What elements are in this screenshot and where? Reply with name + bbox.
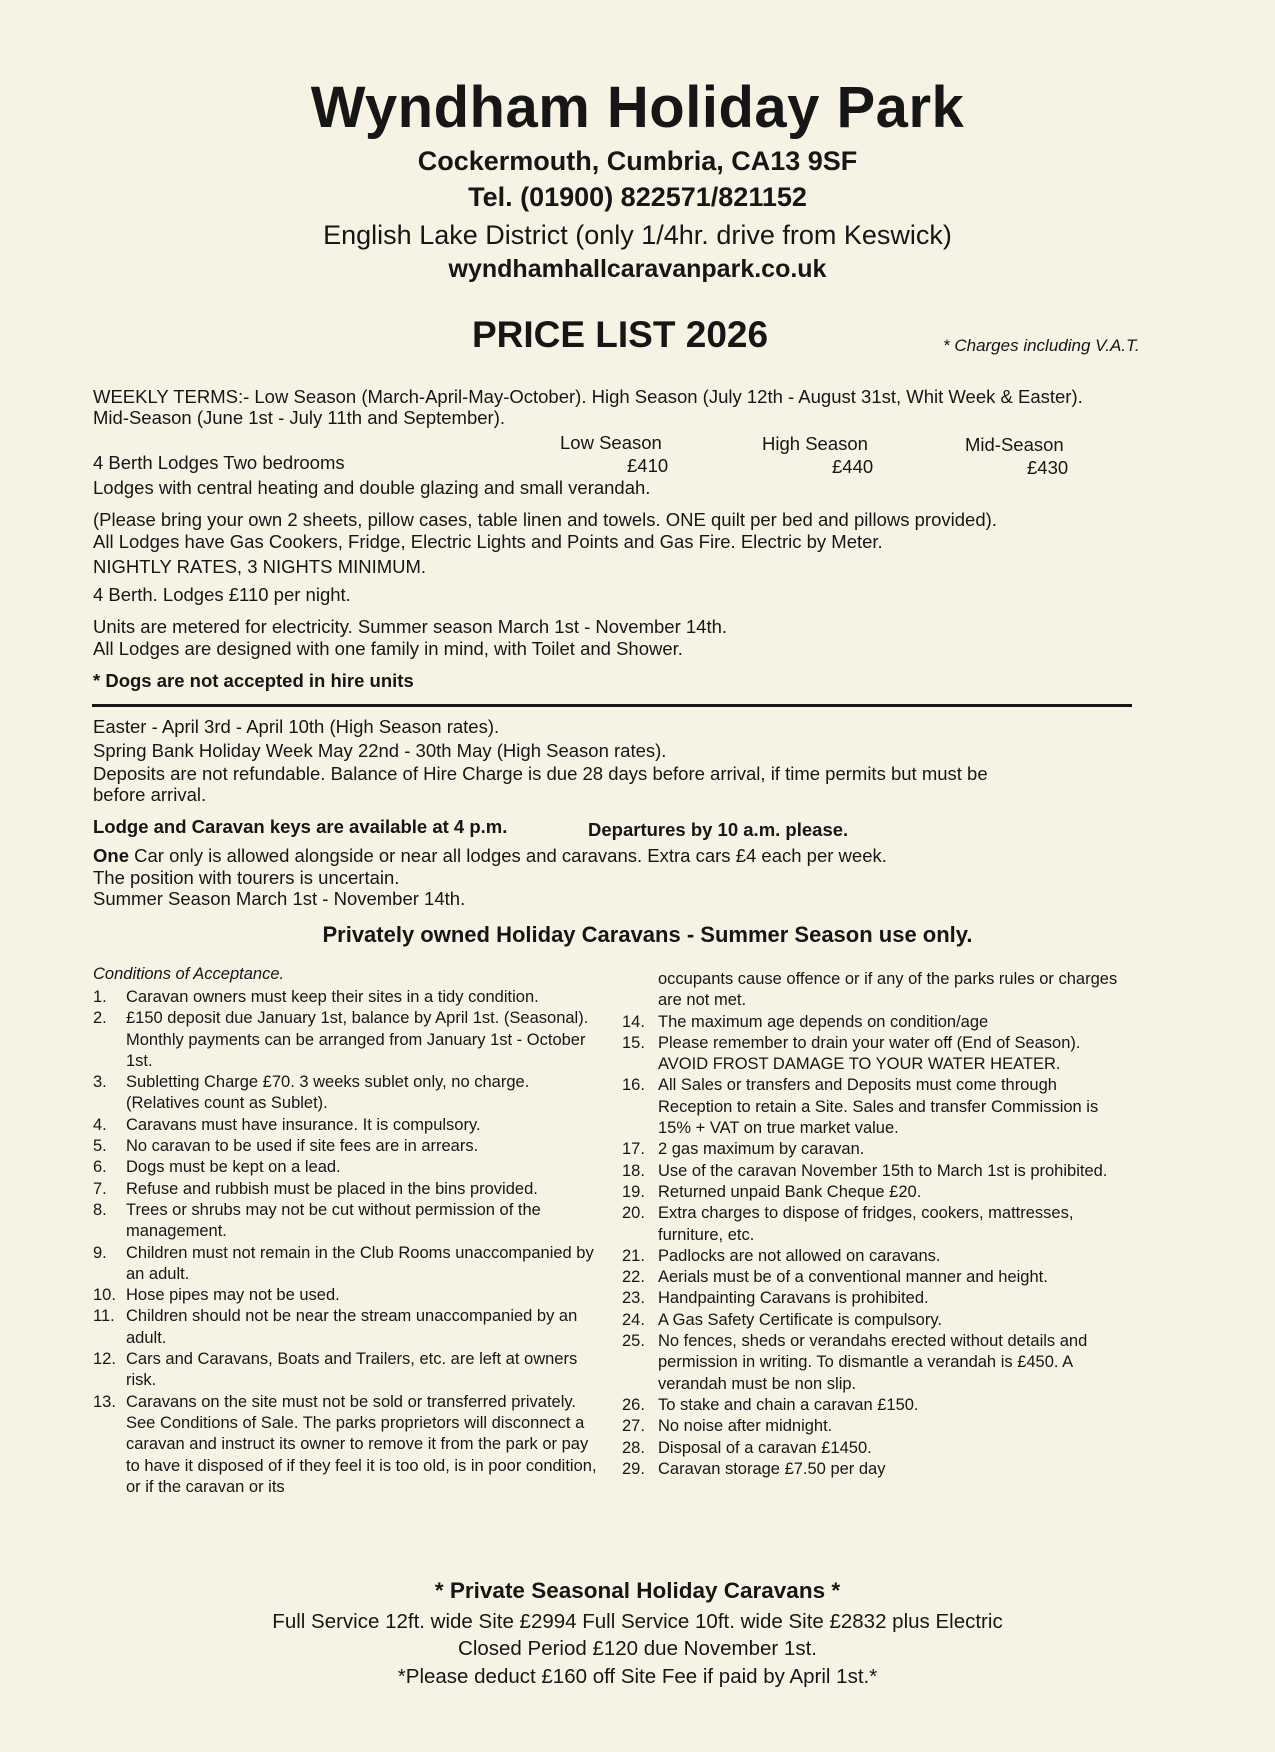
- rule-item: [93, 1008, 598, 1072]
- car-note: [93, 845, 887, 866]
- rule-number: 2.: [93, 1009, 107, 1028]
- rule-number: 29.: [622, 1459, 645, 1478]
- summer-season-note: Summer Season March 1st - November 14th.: [93, 888, 466, 909]
- seasonal-heading: * Private Seasonal Holiday Caravans *: [434, 1578, 841, 1603]
- nightly-rates-heading: NIGHTLY RATES, 3 NIGHTS MINIMUM.: [93, 556, 427, 577]
- rule-item: [93, 1285, 598, 1306]
- rule-number: 14.: [622, 1012, 645, 1031]
- rule-text: A Gas Safety Certificate is compulsory.: [658, 1310, 942, 1329]
- park-address: Cockermouth, Cumbria, CA13 9SF: [417, 146, 858, 176]
- col-mid-season: Mid-Season: [965, 434, 1064, 455]
- bring-note: (Please bring your own 2 sheets, pillow cases, table linen and towels. ONE quilt per bed and pillows provided).: [93, 509, 997, 530]
- rule-number: 6.: [93, 1158, 107, 1177]
- gas-note: All Lodges have Gas Cookers, Fridge, Electric Lights and Points and Gas Fire. Electric by Meter.: [93, 531, 883, 552]
- rule-number: 11.: [93, 1307, 115, 1326]
- departures-note: Departures by 10 a.m. please.: [588, 819, 849, 840]
- car-note-rest: Car only is allowed alongside or near all lodges and caravans. Extra cars £4 each per week.: [128, 845, 887, 866]
- rule-item: [93, 1349, 598, 1392]
- rule-item: [622, 1161, 1132, 1182]
- price-list-title: PRICE LIST 2026: [471, 314, 769, 355]
- price-mid: £430: [1027, 457, 1069, 478]
- rule-text: Trees or shrubs may not be cut without permission of the management.: [126, 1200, 541, 1241]
- car-note-bold: One: [93, 845, 129, 866]
- rule-number: 12.: [93, 1350, 116, 1369]
- rule-item: [93, 1392, 598, 1498]
- section-divider: [92, 704, 1132, 707]
- rule-text: No caravan to be used if site fees are in arrears.: [126, 1137, 479, 1156]
- rule-item: [622, 1033, 1132, 1076]
- park-telephone: Tel. (01900) 822571/821152: [468, 182, 807, 212]
- rule-number: 20.: [622, 1204, 645, 1223]
- rule-item: [622, 1459, 1132, 1480]
- park-location: English Lake District (only 1/4hr. drive from Keswick): [323, 220, 952, 250]
- rule-text: Please remember to drain your water off (End of Season). AVOID FROST DAMAGE TO YOUR WATER HEATER.: [658, 1033, 1081, 1074]
- weekly-terms-line1: WEEKLY TERMS:- Low Season (March-April-May-October). High Season (July 12th - August 31st, Whit Week & Easter).: [93, 386, 1083, 407]
- rule-number: 24.: [622, 1310, 645, 1329]
- rule-item: [93, 987, 598, 1008]
- rule-number: 13.: [93, 1392, 116, 1411]
- rule-number: 1.: [93, 988, 107, 1006]
- rule-item: [622, 1395, 1132, 1416]
- rule-text: Returned unpaid Bank Cheque £20.: [658, 1182, 922, 1201]
- nightly-rate: 4 Berth. Lodges £110 per night.: [93, 584, 351, 605]
- rule-number: 15.: [622, 1033, 645, 1052]
- rule-text: Extra charges to dispose of fridges, cookers, mattresses, furniture, etc.: [658, 1204, 1074, 1244]
- rule-number: 17.: [622, 1140, 645, 1159]
- easter-dates: Easter - April 3rd - April 10th (High Season rates).: [93, 716, 500, 737]
- rule-number: 23.: [622, 1289, 645, 1308]
- rule-text: Caravans must have insurance. It is compulsory.: [126, 1115, 481, 1134]
- rule-item: [622, 1246, 1132, 1267]
- rule-number: 5.: [93, 1137, 107, 1156]
- rule-item: [622, 1331, 1132, 1395]
- rule-text: Handpainting Caravans is prohibited.: [658, 1289, 929, 1308]
- rule-number: 21.: [622, 1246, 645, 1265]
- rule-item: [93, 1200, 598, 1243]
- price-high: £440: [832, 456, 874, 477]
- rule-13-continuation: occupants cause offence or if any of the parks rules or charges are not met.: [658, 970, 1118, 1010]
- rule-text: Caravans on the site must not be sold or transferred privately. See Conditions of Sale. The parks proprietors will disconnect a caravan and instruct its owner to remove it from the park or pay to have it disposed of if they feel it is too old, is in poor condition, or if the caravan or its: [126, 1392, 597, 1496]
- rule-number: 8.: [93, 1200, 107, 1219]
- rule-text: Children must not remain in the Club Rooms unaccompanied by an adult.: [126, 1243, 594, 1283]
- rule-text: 2 gas maximum by caravan.: [658, 1140, 865, 1159]
- rule-number: 25.: [622, 1332, 645, 1351]
- rule-item: [622, 1012, 1132, 1033]
- rule-number: 3.: [93, 1073, 107, 1092]
- rule-text: Cars and Caravans, Boats and Trailers, etc. are left at owners risk.: [126, 1350, 578, 1390]
- rule-item: [622, 1203, 1132, 1246]
- rule-item: [93, 1157, 598, 1178]
- rule-text: Hose pipes may not be used.: [126, 1286, 340, 1305]
- rule-number: 26.: [622, 1395, 645, 1414]
- col-high-season: High Season: [762, 433, 868, 454]
- rule-text: Subletting Charge £70. 3 weeks sublet only, no charge. (Relatives count as Sublet).: [126, 1073, 530, 1113]
- rule-number: 7.: [93, 1179, 107, 1198]
- rule-item: [93, 1243, 598, 1286]
- rule-text: Disposal of a caravan £1450.: [658, 1438, 872, 1457]
- rule-number: 4.: [93, 1115, 107, 1134]
- rule-text: £150 deposit due January 1st, balance by April 1st. (Seasonal). Monthly payments can be arranged from January 1st - October 1st.: [126, 1009, 589, 1070]
- lodge-features: Lodges with central heating and double glazing and small verandah.: [93, 477, 651, 498]
- rule-item: [622, 1182, 1132, 1203]
- dogs-note: * Dogs are not accepted in hire units: [93, 670, 414, 691]
- rule-text: Dogs must be kept on a lead.: [126, 1158, 341, 1177]
- rules-left-column: [93, 987, 598, 1498]
- rule-number: 22.: [622, 1268, 645, 1287]
- rule-text: No noise after midnight.: [658, 1417, 833, 1436]
- rule-text: Children should not be near the stream unaccompanied by an adult.: [126, 1307, 578, 1347]
- rule-text: Padlocks are not allowed on caravans.: [658, 1246, 941, 1265]
- rule-item: [622, 1438, 1132, 1459]
- rule-number: 10.: [93, 1286, 116, 1305]
- rule-number: 27.: [622, 1417, 645, 1436]
- keys-note: Lodge and Caravan keys are available at 4 p.m.: [93, 816, 508, 837]
- rule-text: No fences, sheds or verandahs erected without details and permission in writing. To dismantle a verandah is £450. A verandah must be non slip.: [658, 1332, 1088, 1393]
- park-title: Wyndham Holiday Park: [310, 75, 965, 140]
- rule-number: 9.: [93, 1243, 107, 1262]
- private-caravans-heading: Privately owned Holiday Caravans - Summer Season use only.: [322, 922, 973, 947]
- rule-text: The maximum age depends on condition/age: [658, 1012, 989, 1031]
- park-website: wyndhamhallcaravanpark.co.uk: [448, 255, 827, 283]
- rule-item: [622, 1310, 1132, 1331]
- seasonal-line2: Closed Period £120 due November 1st.: [458, 1637, 817, 1660]
- family-note: All Lodges are designed with one family in mind, with Toilet and Shower.: [93, 638, 683, 659]
- price-low: £410: [627, 455, 669, 476]
- rule-number: 18.: [622, 1161, 645, 1180]
- rule-text: All Sales or transfers and Deposits must come through Reception to retain a Site. Sales and transfer Commission is 15% + VAT on true market value.: [658, 1076, 1099, 1138]
- deposits-line2: before arrival.: [93, 784, 207, 805]
- spring-bank-holiday: Spring Bank Holiday Week May 22nd - 30th May (High Season rates).: [93, 740, 667, 761]
- col-low-season: Low Season: [560, 432, 662, 453]
- rule-text: Use of the caravan November 15th to March 1st is prohibited.: [658, 1161, 1108, 1180]
- seasonal-line1: Full Service 12ft. wide Site £2994 Full Service 10ft. wide Site £2832 plus Electric: [272, 1610, 1003, 1633]
- rule-number: 19.: [622, 1182, 645, 1201]
- rule-item: [93, 1306, 598, 1349]
- rule-item: [93, 1115, 598, 1136]
- rule-item: [93, 1179, 598, 1200]
- seasonal-line3: *Please deduct £160 off Site Fee if paid by April 1st.*: [397, 1665, 878, 1688]
- rule-text: Caravan owners must keep their sites in a tidy condition.: [126, 988, 539, 1006]
- rule-item: [622, 1267, 1132, 1288]
- rule-item: [93, 1072, 598, 1115]
- weekly-terms-line2: Mid-Season (June 1st - July 11th and September).: [93, 407, 506, 428]
- conditions-heading: Conditions of Acceptance.: [93, 965, 285, 983]
- rule-text: Refuse and rubbish must be placed in the bins provided.: [126, 1179, 538, 1198]
- rule-item: [93, 1136, 598, 1157]
- metered-note: Units are metered for electricity. Summer season March 1st - November 14th.: [93, 616, 728, 637]
- vat-note: * Charges including V.A.T.: [943, 336, 1140, 355]
- rule-text: Aerials must be of a conventional manner and height.: [658, 1268, 1048, 1287]
- rule-number: 16.: [622, 1076, 645, 1095]
- rule-text: To stake and chain a caravan £150.: [658, 1395, 919, 1414]
- lodge-row-label: 4 Berth Lodges Two bedrooms: [93, 452, 345, 473]
- rule-number: 28.: [622, 1438, 645, 1457]
- rule-item: [622, 1139, 1132, 1160]
- rule-item: [622, 1416, 1132, 1437]
- tourers-note: The position with tourers is uncertain.: [93, 867, 400, 888]
- rule-item: [622, 1075, 1132, 1139]
- deposits-line1: Deposits are not refundable. Balance of Hire Charge is due 28 days before arrival, if time permits but must be: [93, 763, 988, 784]
- rule-item: [622, 1288, 1132, 1309]
- rule-text: Caravan storage £7.50 per day: [658, 1459, 886, 1478]
